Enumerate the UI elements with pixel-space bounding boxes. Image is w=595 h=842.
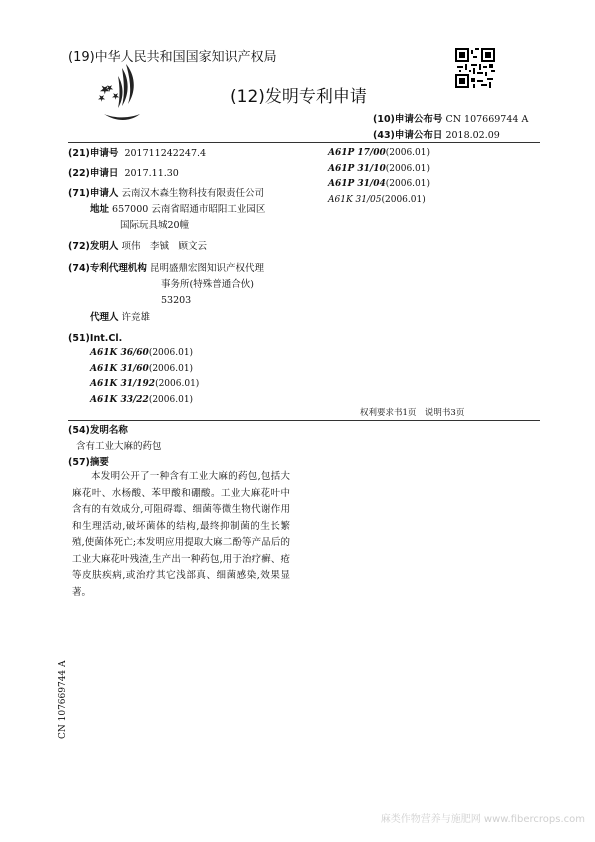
abstract-text: 本发明公开了一种含有工业大麻的药包,包括大麻花叶、水杨酸、苯甲酸和硼酸。工业大麻花叶中含有的有效成分,可阻碍霉、细菌等微生物代谢作用和生理活动,破坏菌体的结构,最终抑制菌的生长繁殖,使菌体死亡;本发明应用提取大麻二酚等产品后的工业大麻花叶残渣,生产出一种药包,用于治疗癣、疮等皮肤疾病,或治疗其它浅部真、细菌感染,效果显著。 (72, 471, 290, 598)
qr-code-icon (455, 48, 495, 88)
section-divider (68, 420, 540, 421)
intcl-item: A61P 31/10(2006.01) (328, 163, 430, 174)
abstract-label: (57)摘要 (68, 457, 109, 468)
side-publication-number: CN 107669744 A (58, 660, 68, 739)
invention-title: 含有工业大麻的药包 (76, 441, 162, 452)
publication-number: (10)申请公布号 CN 107669744 A (373, 114, 529, 125)
intcl-item: A61K 31/192(2006.01) (90, 379, 200, 389)
office-name: (19)中华人民共和国国家知识产权局 (68, 50, 277, 65)
title-label: (54)发明名称 (68, 425, 128, 436)
intcl-item: A61K 31/05(2006.01) (328, 194, 426, 205)
applicant: (71)申请人 云南汉木森生物科技有限责任公司 (68, 188, 264, 199)
page-counts: 权利要求书1页 说明书3页 (360, 408, 465, 418)
intcl-right-list (328, 146, 430, 208)
application-number: (21)申请号 201711242247.4 (68, 148, 207, 159)
address-line-2: 国际玩具城20幢 (120, 220, 190, 231)
intcl-item: A61K 36/60(2006.01) (90, 348, 194, 358)
watermark: 麻类作物营养与施肥网 www.fibercrops.com (380, 814, 585, 825)
agency-line-2: 事务所(特殊普通合伙) (161, 279, 254, 290)
header-divider (68, 142, 540, 143)
intcl-item: A61P 31/04(2006.01) (328, 179, 430, 189)
agency-code: 53203 (161, 295, 192, 306)
inventors: (72)发明人 项伟 李铖 顾文云 (68, 241, 207, 252)
publication-date: (43)申请公布日 2018.02.09 (373, 130, 500, 141)
intcl-item: A61K 33/22(2006.01) (90, 394, 194, 405)
document-type: (12)发明专利申请 (230, 87, 367, 107)
address: 地址 657000 云南省昭通市昭阳工业园区 (90, 204, 266, 215)
intcl-item: A61P 17/00(2006.01) (328, 148, 430, 158)
intcl-list (90, 346, 199, 408)
cnipa-emblem-icon (96, 62, 146, 124)
intcl-label: (51)Int.Cl. (68, 333, 123, 344)
agency: (74)专利代理机构 昆明盛鼎宏图知识产权代理 (68, 263, 264, 274)
application-date: (22)申请日 2017.11.30 (68, 168, 179, 179)
agent: 代理人 许竞雄 (90, 312, 151, 323)
intcl-item: A61K 31/60(2006.01) (90, 363, 194, 374)
